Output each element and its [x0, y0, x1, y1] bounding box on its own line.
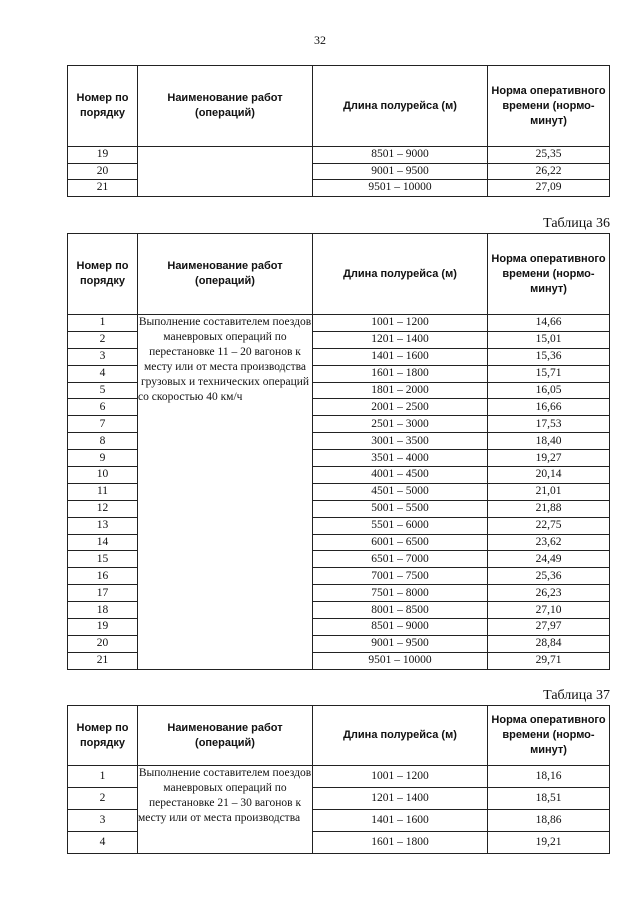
work-description-text: Выполнение составителем поездов маневровых операций по перестановке 21 – 30 вагонов к месту или от места производства: [138, 767, 312, 824]
row-length: 2501 – 3000: [313, 416, 488, 433]
row-number: 16: [68, 568, 138, 585]
row-number: 4: [68, 365, 138, 382]
row-norm: 25,35: [488, 147, 610, 164]
row-number: 19: [68, 619, 138, 636]
header-number: Номер по порядку: [68, 706, 138, 766]
row-norm: 25,36: [488, 568, 610, 585]
row-number: 20: [68, 163, 138, 180]
row-norm: 19,27: [488, 450, 610, 467]
row-norm: 18,40: [488, 433, 610, 450]
table-36-caption: Таблица 36: [543, 216, 610, 231]
row-norm: 15,36: [488, 348, 610, 365]
table-36-body: [68, 315, 610, 670]
row-number: 7: [68, 416, 138, 433]
header-name: Наименование работ (операций): [138, 234, 313, 315]
row-number: 3: [68, 348, 138, 365]
header-norm: Норма оперативного времени (нормо-минут): [488, 66, 610, 147]
row-number: 3: [68, 810, 138, 832]
row-length: 1001 – 1200: [313, 315, 488, 332]
row-number: 5: [68, 382, 138, 399]
row-norm: 16,05: [488, 382, 610, 399]
row-norm: 15,71: [488, 365, 610, 382]
row-norm: 21,01: [488, 483, 610, 500]
header-norm: Норма оперативного времени (нормо-минут): [488, 706, 610, 766]
row-length: 8001 – 8500: [313, 602, 488, 619]
row-number: 21: [68, 652, 138, 669]
row-norm: 27,97: [488, 619, 610, 636]
table-row: [68, 147, 610, 164]
row-norm: 20,14: [488, 467, 610, 484]
row-number: 9: [68, 450, 138, 467]
table-continued-body: [68, 147, 610, 197]
row-number: 14: [68, 534, 138, 551]
row-length: 1201 – 1400: [313, 788, 488, 810]
row-length: 9001 – 9500: [313, 635, 488, 652]
header-name: Наименование работ (операций): [138, 66, 313, 147]
row-length: 5501 – 6000: [313, 517, 488, 534]
row-number: 21: [68, 180, 138, 197]
row-length: 7501 – 8000: [313, 585, 488, 602]
row-length: 1601 – 1800: [313, 832, 488, 854]
row-length: 1201 – 1400: [313, 331, 488, 348]
row-norm: 18,51: [488, 788, 610, 810]
row-number: 2: [68, 331, 138, 348]
header-number: Номер по порядку: [68, 234, 138, 315]
row-number: 20: [68, 635, 138, 652]
row-number: 4: [68, 832, 138, 854]
row-number: 11: [68, 483, 138, 500]
row-norm: 22,75: [488, 517, 610, 534]
row-norm: 23,62: [488, 534, 610, 551]
row-number: 15: [68, 551, 138, 568]
table-37: [67, 705, 610, 854]
row-norm: 15,01: [488, 331, 610, 348]
row-length: 3501 – 4000: [313, 450, 488, 467]
row-length: 7001 – 7500: [313, 568, 488, 585]
row-length: 1401 – 1600: [313, 348, 488, 365]
row-length: 4001 – 4500: [313, 467, 488, 484]
page-number: 32: [314, 33, 326, 47]
row-norm: 28,84: [488, 635, 610, 652]
header-length: Длина полурейса (м): [313, 234, 488, 315]
table-37-caption: Таблица 37: [543, 688, 610, 703]
work-description: [138, 147, 313, 197]
header-length: Длина полурейса (м): [313, 66, 488, 147]
row-norm: 14,66: [488, 315, 610, 332]
table-37-body: [68, 766, 610, 854]
row-length: 3001 – 3500: [313, 433, 488, 450]
row-norm: 18,86: [488, 810, 610, 832]
row-length: 6001 – 6500: [313, 534, 488, 551]
row-number: 10: [68, 467, 138, 484]
row-number: 19: [68, 147, 138, 164]
work-description: [138, 315, 313, 670]
row-length: 9501 – 10000: [313, 180, 488, 197]
row-norm: 19,21: [488, 832, 610, 854]
row-norm: 26,22: [488, 163, 610, 180]
row-number: 12: [68, 500, 138, 517]
row-length: 9501 – 10000: [313, 652, 488, 669]
row-number: 13: [68, 517, 138, 534]
row-length: 8501 – 9000: [313, 619, 488, 636]
work-description-text: Выполнение составителем поездов маневровых операций по перестановке 11 – 20 вагонов к месту или от места производства грузовых и технических операций со скоростью 40 км/ч: [138, 316, 312, 403]
row-norm: 16,66: [488, 399, 610, 416]
header-length: Длина полурейса (м): [313, 706, 488, 766]
row-norm: 29,71: [488, 652, 610, 669]
row-number: 18: [68, 602, 138, 619]
row-number: 8: [68, 433, 138, 450]
row-length: 6501 – 7000: [313, 551, 488, 568]
header-norm: Норма оперативного времени (нормо-минут): [488, 234, 610, 315]
table-36: [67, 233, 610, 670]
row-length: 1801 – 2000: [313, 382, 488, 399]
row-length: 4501 – 5000: [313, 483, 488, 500]
header-number: Номер по порядку: [68, 66, 138, 147]
row-number: 17: [68, 585, 138, 602]
header-name: Наименование работ (операций): [138, 706, 313, 766]
row-length: 1401 – 1600: [313, 810, 488, 832]
row-number: 2: [68, 788, 138, 810]
row-number: 1: [68, 766, 138, 788]
row-norm: 17,53: [488, 416, 610, 433]
row-length: 8501 – 9000: [313, 147, 488, 164]
row-norm: 24,49: [488, 551, 610, 568]
row-length: 9001 – 9500: [313, 163, 488, 180]
row-norm: 26,23: [488, 585, 610, 602]
row-number: 1: [68, 315, 138, 332]
row-norm: 21,88: [488, 500, 610, 517]
table-row: [68, 315, 610, 332]
row-norm: 27,09: [488, 180, 610, 197]
row-length: 5001 – 5500: [313, 500, 488, 517]
row-norm: 27,10: [488, 602, 610, 619]
row-length: 1001 – 1200: [313, 766, 488, 788]
row-length: 1601 – 1800: [313, 365, 488, 382]
row-number: 6: [68, 399, 138, 416]
row-length: 2001 – 2500: [313, 399, 488, 416]
work-description: [138, 766, 313, 854]
table-continued: [67, 65, 610, 197]
table-row: [68, 766, 610, 788]
row-norm: 18,16: [488, 766, 610, 788]
